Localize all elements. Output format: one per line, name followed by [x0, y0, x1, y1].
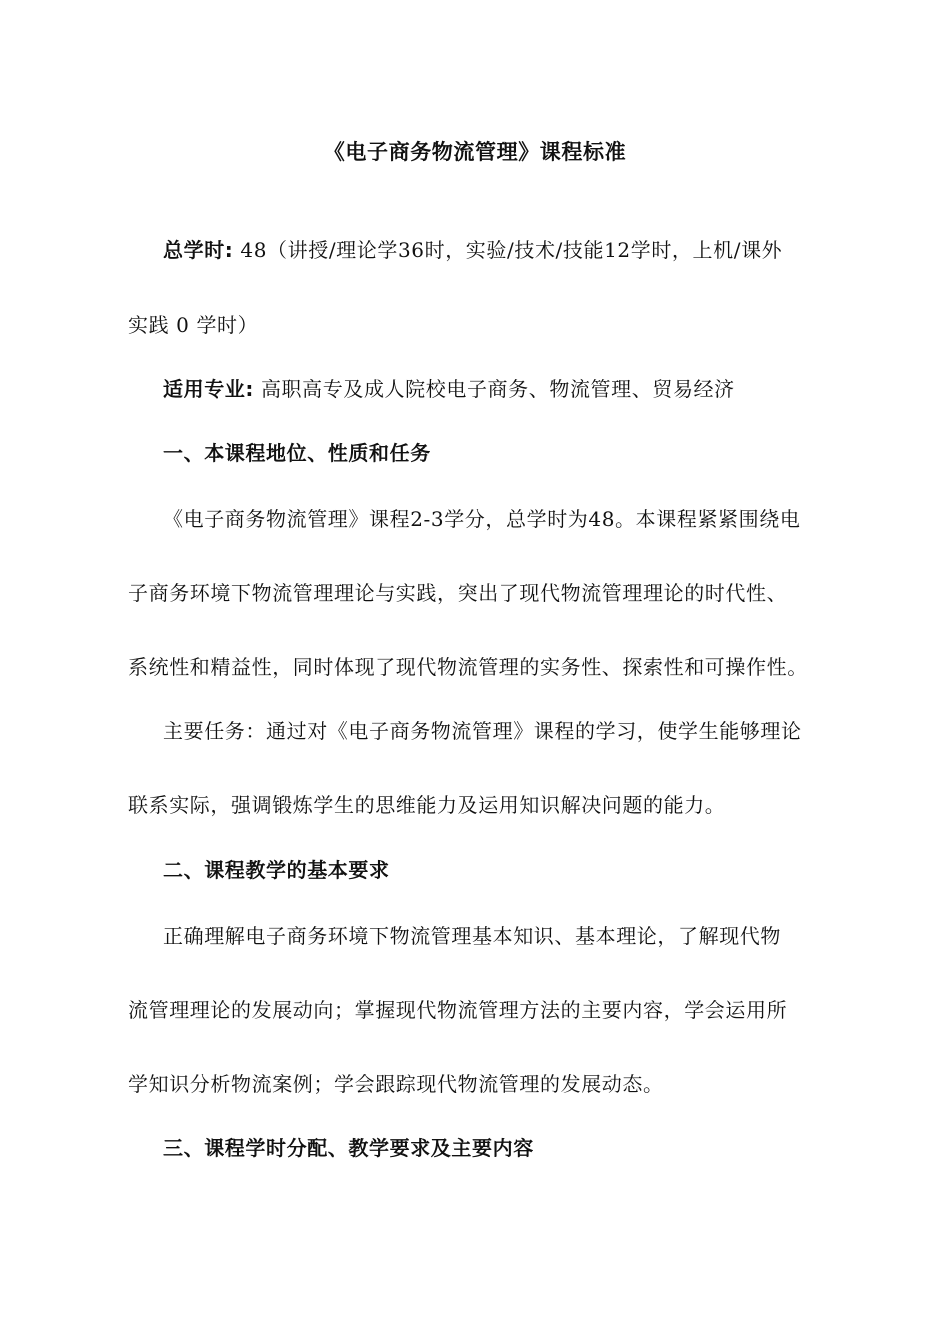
total-hours-text: 48（讲授/理论学36时，实验/技术/技能12学时，上机/课外: [233, 238, 783, 262]
applicable-major-text: 高职高专及成人院校电子商务、物流管理、贸易经济: [254, 377, 735, 401]
section-2-para-line-3: 学知识分析物流案例；学会跟踪现代物流管理的发展动态。: [128, 1072, 664, 1096]
section-1-heading: 一、本课程地位、性质和任务: [163, 441, 431, 465]
section-1-para-2-line-2: 联系实际，强调锻炼学生的思维能力及运用知识解决问题的能力。: [128, 793, 726, 817]
total-hours-line-2: 实践 0 学时）: [128, 313, 259, 337]
section-2-para-line-1: 正确理解电子商务环境下物流管理基本知识、基本理论，了解现代物: [163, 924, 781, 948]
total-hours-line: [163, 236, 863, 264]
applicable-major-label: 适用专业:: [163, 377, 254, 401]
section-1-para-1-line-1: 《电子商务物流管理》课程2-3学分，总学时为48。本课程紧紧围绕电: [163, 507, 801, 531]
section-1-para-2-line-1: 主要任务：通过对《电子商务物流管理》课程的学习，使学生能够理论: [163, 719, 802, 743]
document-title: 《电子商务物流管理》课程标准: [323, 140, 627, 164]
section-1-para-1-line-3: 系统性和精益性，同时体现了现代物流管理的实务性、探索性和可操作性。: [128, 655, 808, 679]
section-2-heading: 二、课程教学的基本要求: [163, 858, 390, 882]
section-1-para-1-line-2: 子商务环境下物流管理理论与实践，突出了现代物流管理理论的时代性、: [128, 581, 788, 605]
applicable-major-line: [163, 375, 863, 403]
section-2-para-line-2: 流管理理论的发展动向；掌握现代物流管理方法的主要内容，学会运用所: [128, 998, 788, 1022]
section-3-heading: 三、课程学时分配、教学要求及主要内容: [163, 1136, 534, 1160]
total-hours-label: 总学时:: [163, 238, 234, 262]
